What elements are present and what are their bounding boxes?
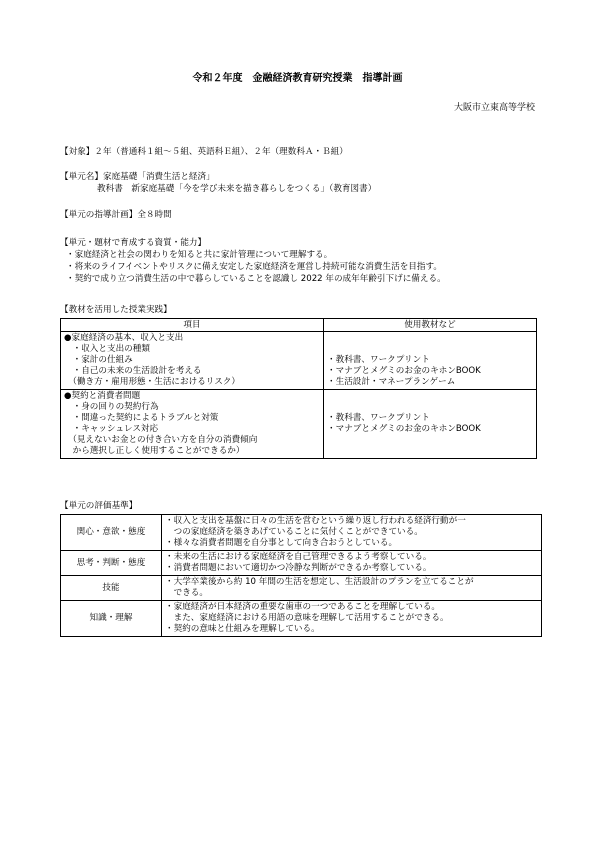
material-cell: [324, 390, 537, 459]
material-line: [327, 435, 533, 446]
table-header-row: [61, 319, 537, 332]
textbook-line: 教科書 新家庭基礎「今を学び未来を描き暮らしをつくる」（教育図書）: [97, 184, 377, 194]
table-row: [61, 390, 537, 459]
item-line: ・家計の仕組み: [64, 355, 133, 365]
criteria-cell: [162, 551, 542, 576]
criteria-label: 技能: [61, 576, 162, 601]
table-row: [61, 576, 542, 601]
material-line: [327, 446, 533, 457]
material-line: ・教科書、ワークプリント: [327, 413, 430, 423]
materials-table: [60, 318, 537, 459]
table-row: [61, 551, 542, 576]
criteria-line: ・家庭経済が日本経済の重要な歯車の一つであることを理解している。: [165, 602, 441, 612]
criteria-line: ・収入と支出を基盤に日々の生活を営むという繰り返し行われる経済行動が一: [165, 516, 466, 526]
criteria-line: つの家庭経済を築きあげていることに気付くことができている。: [165, 527, 423, 537]
item-line: ・身の回りの契約行為: [64, 402, 159, 412]
column-header-material: 使用教材など: [324, 319, 537, 332]
ability-item: ・家庭経済と社会の関わりを知ると共に家計管理について理解する。: [66, 250, 333, 260]
evaluation-table: [60, 514, 542, 637]
item-cell: [61, 390, 324, 459]
material-line: [327, 344, 533, 355]
school-name: 大阪市立東高等学校: [453, 103, 535, 113]
criteria-line: できる。: [165, 588, 208, 598]
item-line: ・収入と支出の種類: [64, 344, 150, 354]
abilities-heading: 【単元・題材で育成する資質・能力】: [60, 238, 207, 248]
material-line: ・生活設計・マネープランゲーム: [327, 377, 456, 387]
criteria-line: ・契約の意味と仕組みを理解している。: [165, 624, 320, 634]
criteria-cell: [162, 576, 542, 601]
table-row: [61, 332, 537, 390]
item-line: （働き方・雇用形態・生活におけるリスク）: [64, 377, 240, 387]
item-cell: [61, 332, 324, 390]
ability-item: ・契約で成り立つ消費生活の中で暮らしていることを認識し 2022 年の成年年齢引下げに備える。: [66, 274, 446, 284]
unit-name-line: 【単元名】家庭基礎「消費生活と経済」: [60, 172, 215, 182]
column-header-item: 項目: [61, 319, 324, 332]
evaluation-heading: 【単元の評価基準】: [60, 501, 138, 511]
criteria-label: 関心・意欲・態度: [61, 515, 162, 551]
item-line: ・自己の未来の生活設計を考える: [64, 366, 202, 376]
criteria-line: ・様々な消費者問題を自分事として向き合おうとしている。: [165, 538, 398, 548]
item-line: （見えないお金との付き合い方を自分の消費傾向: [64, 435, 258, 445]
item-line: ●契約と消費者問題: [64, 391, 141, 401]
material-line: ・マナブとメグミのお金のキホンBOOK: [327, 366, 481, 376]
item-line: ●家庭経済の基本、収入と支出: [64, 333, 184, 343]
item-line: ・間違った契約によるトラブルと対策: [64, 413, 219, 423]
criteria-cell: [162, 515, 542, 551]
criteria-label: 知識・理解: [61, 601, 162, 637]
criteria-cell: [162, 601, 542, 637]
item-line: から選択し正しく使用することができるか）: [64, 446, 245, 456]
item-line: ・キャッシュレス対応: [64, 424, 159, 434]
criteria-label: 思考・判断・態度: [61, 551, 162, 576]
ability-item: ・将来のライフイベントやリスクに備え安定した家庭経済を運営し持続可能な消費生活を目指す。: [66, 262, 442, 272]
material-line: [327, 391, 533, 402]
material-line: ・教科書、ワークプリント: [327, 355, 430, 365]
material-cell: [324, 332, 537, 390]
criteria-line: ・消費者問題において適切かつ冷静な判断ができるか考察している。: [165, 563, 432, 573]
criteria-line: ・未来の生活における家庭経済を自己管理できるよう考察している。: [165, 552, 432, 562]
material-line: ・マナブとメグミのお金のキホンBOOK: [327, 424, 481, 434]
target-line: 【対象】２年（普通科１組～５組、英語科Ｅ組）、２年（理数科Ａ・Ｂ組）: [60, 147, 348, 157]
criteria-line: ・大学卒業後から約 10 年間の生活を想定し、生活設計のプランを立てることが: [165, 577, 474, 587]
teaching-plan-line: 【単元の指導計画】全８時間: [60, 210, 172, 220]
material-line: [327, 333, 533, 344]
table-row: [61, 515, 542, 551]
criteria-line: また、家庭経済における用語の意味を理解して活用することができる。: [165, 613, 449, 623]
document-title: 令和２年度 金融経済教育研究授業 指導計画: [192, 73, 403, 84]
table-row: [61, 601, 542, 637]
material-line: [327, 402, 533, 413]
materials-heading: 【教材を活用した授業実践】: [60, 305, 172, 315]
